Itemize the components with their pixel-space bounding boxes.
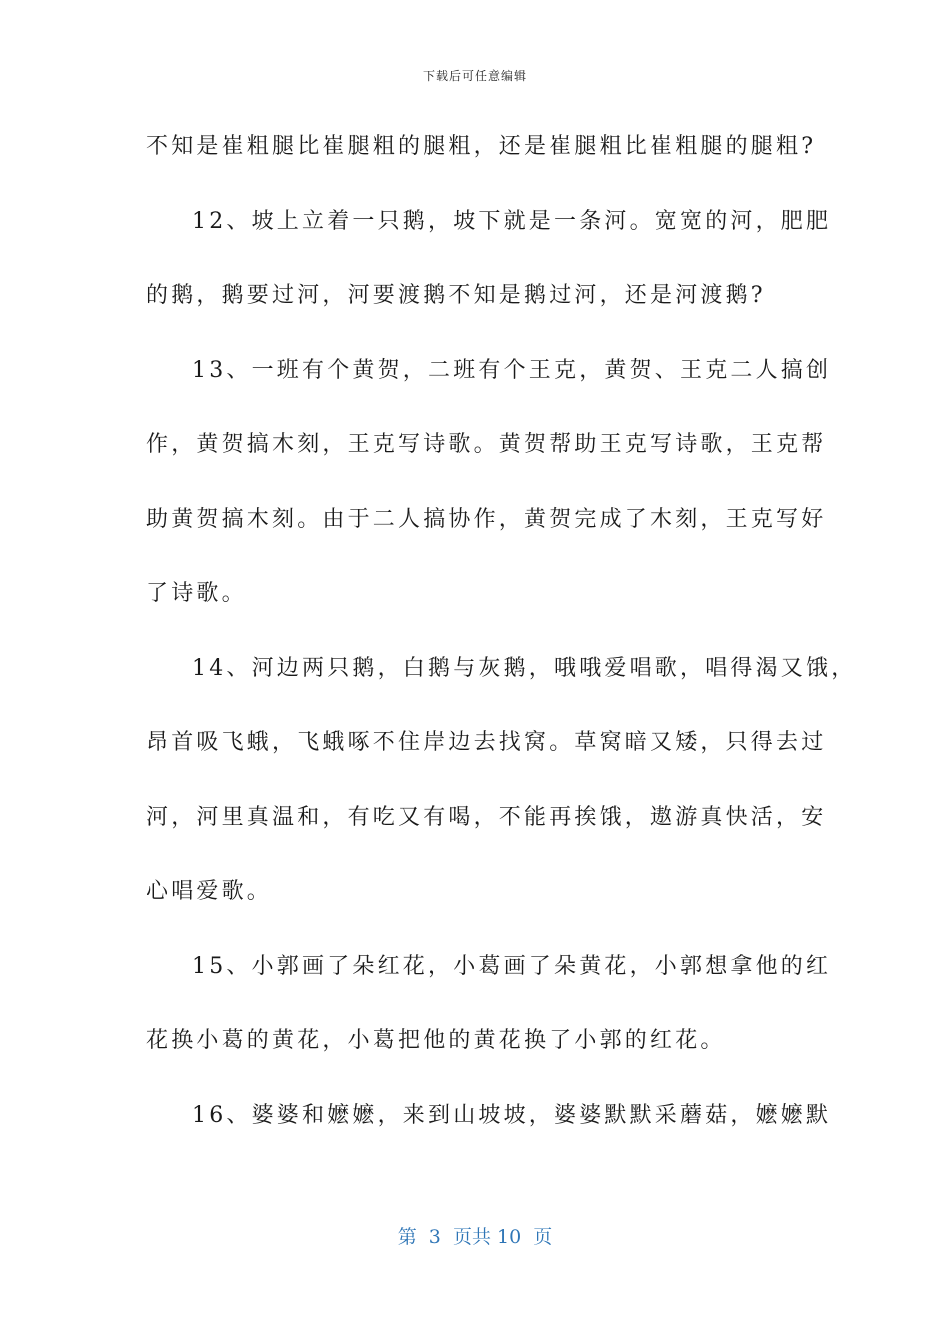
text-line-2: 12、坡上立着一只鹅，坡下就是一条河。宽宽的河，肥肥 bbox=[192, 208, 832, 234]
page-number-footer: 第 3 页共 10 页 bbox=[397, 1226, 553, 1248]
text-line-11: 心唱爱歌。 bbox=[146, 879, 273, 904]
text-line-5: 作，黄贺搞木刻，王克写诗歌。黄贺帮助王克写诗歌，王克帮 bbox=[146, 432, 827, 457]
document-body bbox=[146, 120, 857, 1163]
text-line-10: 河，河里真温和，有吃又有喝，不能再挨饿，遨游真快活，安 bbox=[146, 804, 827, 830]
text-line-13: 花换小葛的黄花，小葛把他的黄花换了小郭的红花。 bbox=[146, 1028, 726, 1053]
text-line-3: 的鹅，鹅要过河，河要渡鹅不知是鹅过河，还是河渡鹅? bbox=[146, 283, 766, 308]
text-line-14: 16、婆婆和嬷嬷，来到山坡坡，婆婆默默采蘑菇，嬷嬷默 bbox=[192, 1102, 832, 1128]
text-line-7: 了诗歌。 bbox=[146, 581, 247, 606]
text-line-1: 不知是崔粗腿比崔腿粗的腿粗，还是崔腿粗比崔粗腿的腿粗? bbox=[146, 134, 817, 159]
text-line-4: 13、一班有个黄贺，二班有个王克，黄贺、王克二人搞创 bbox=[192, 357, 832, 383]
text-line-8: 14、河边两只鹅，白鹅与灰鹅，哦哦爱唱歌，唱得渴又饿， bbox=[192, 655, 857, 681]
text-line-6: 助黄贺搞木刻。由于二人搞协作，黄贺完成了木刻，王克写好 bbox=[146, 506, 827, 532]
page-header-note: 下载后可任意编辑 bbox=[422, 69, 527, 83]
text-line-12: 15、小郭画了朵红花，小葛画了朵黄花，小郭想拿他的红 bbox=[192, 953, 832, 979]
text-line-9: 昂首吸飞蛾，飞蛾啄不住岸边去找窝。草窝暗又矮，只得去过 bbox=[146, 730, 827, 755]
